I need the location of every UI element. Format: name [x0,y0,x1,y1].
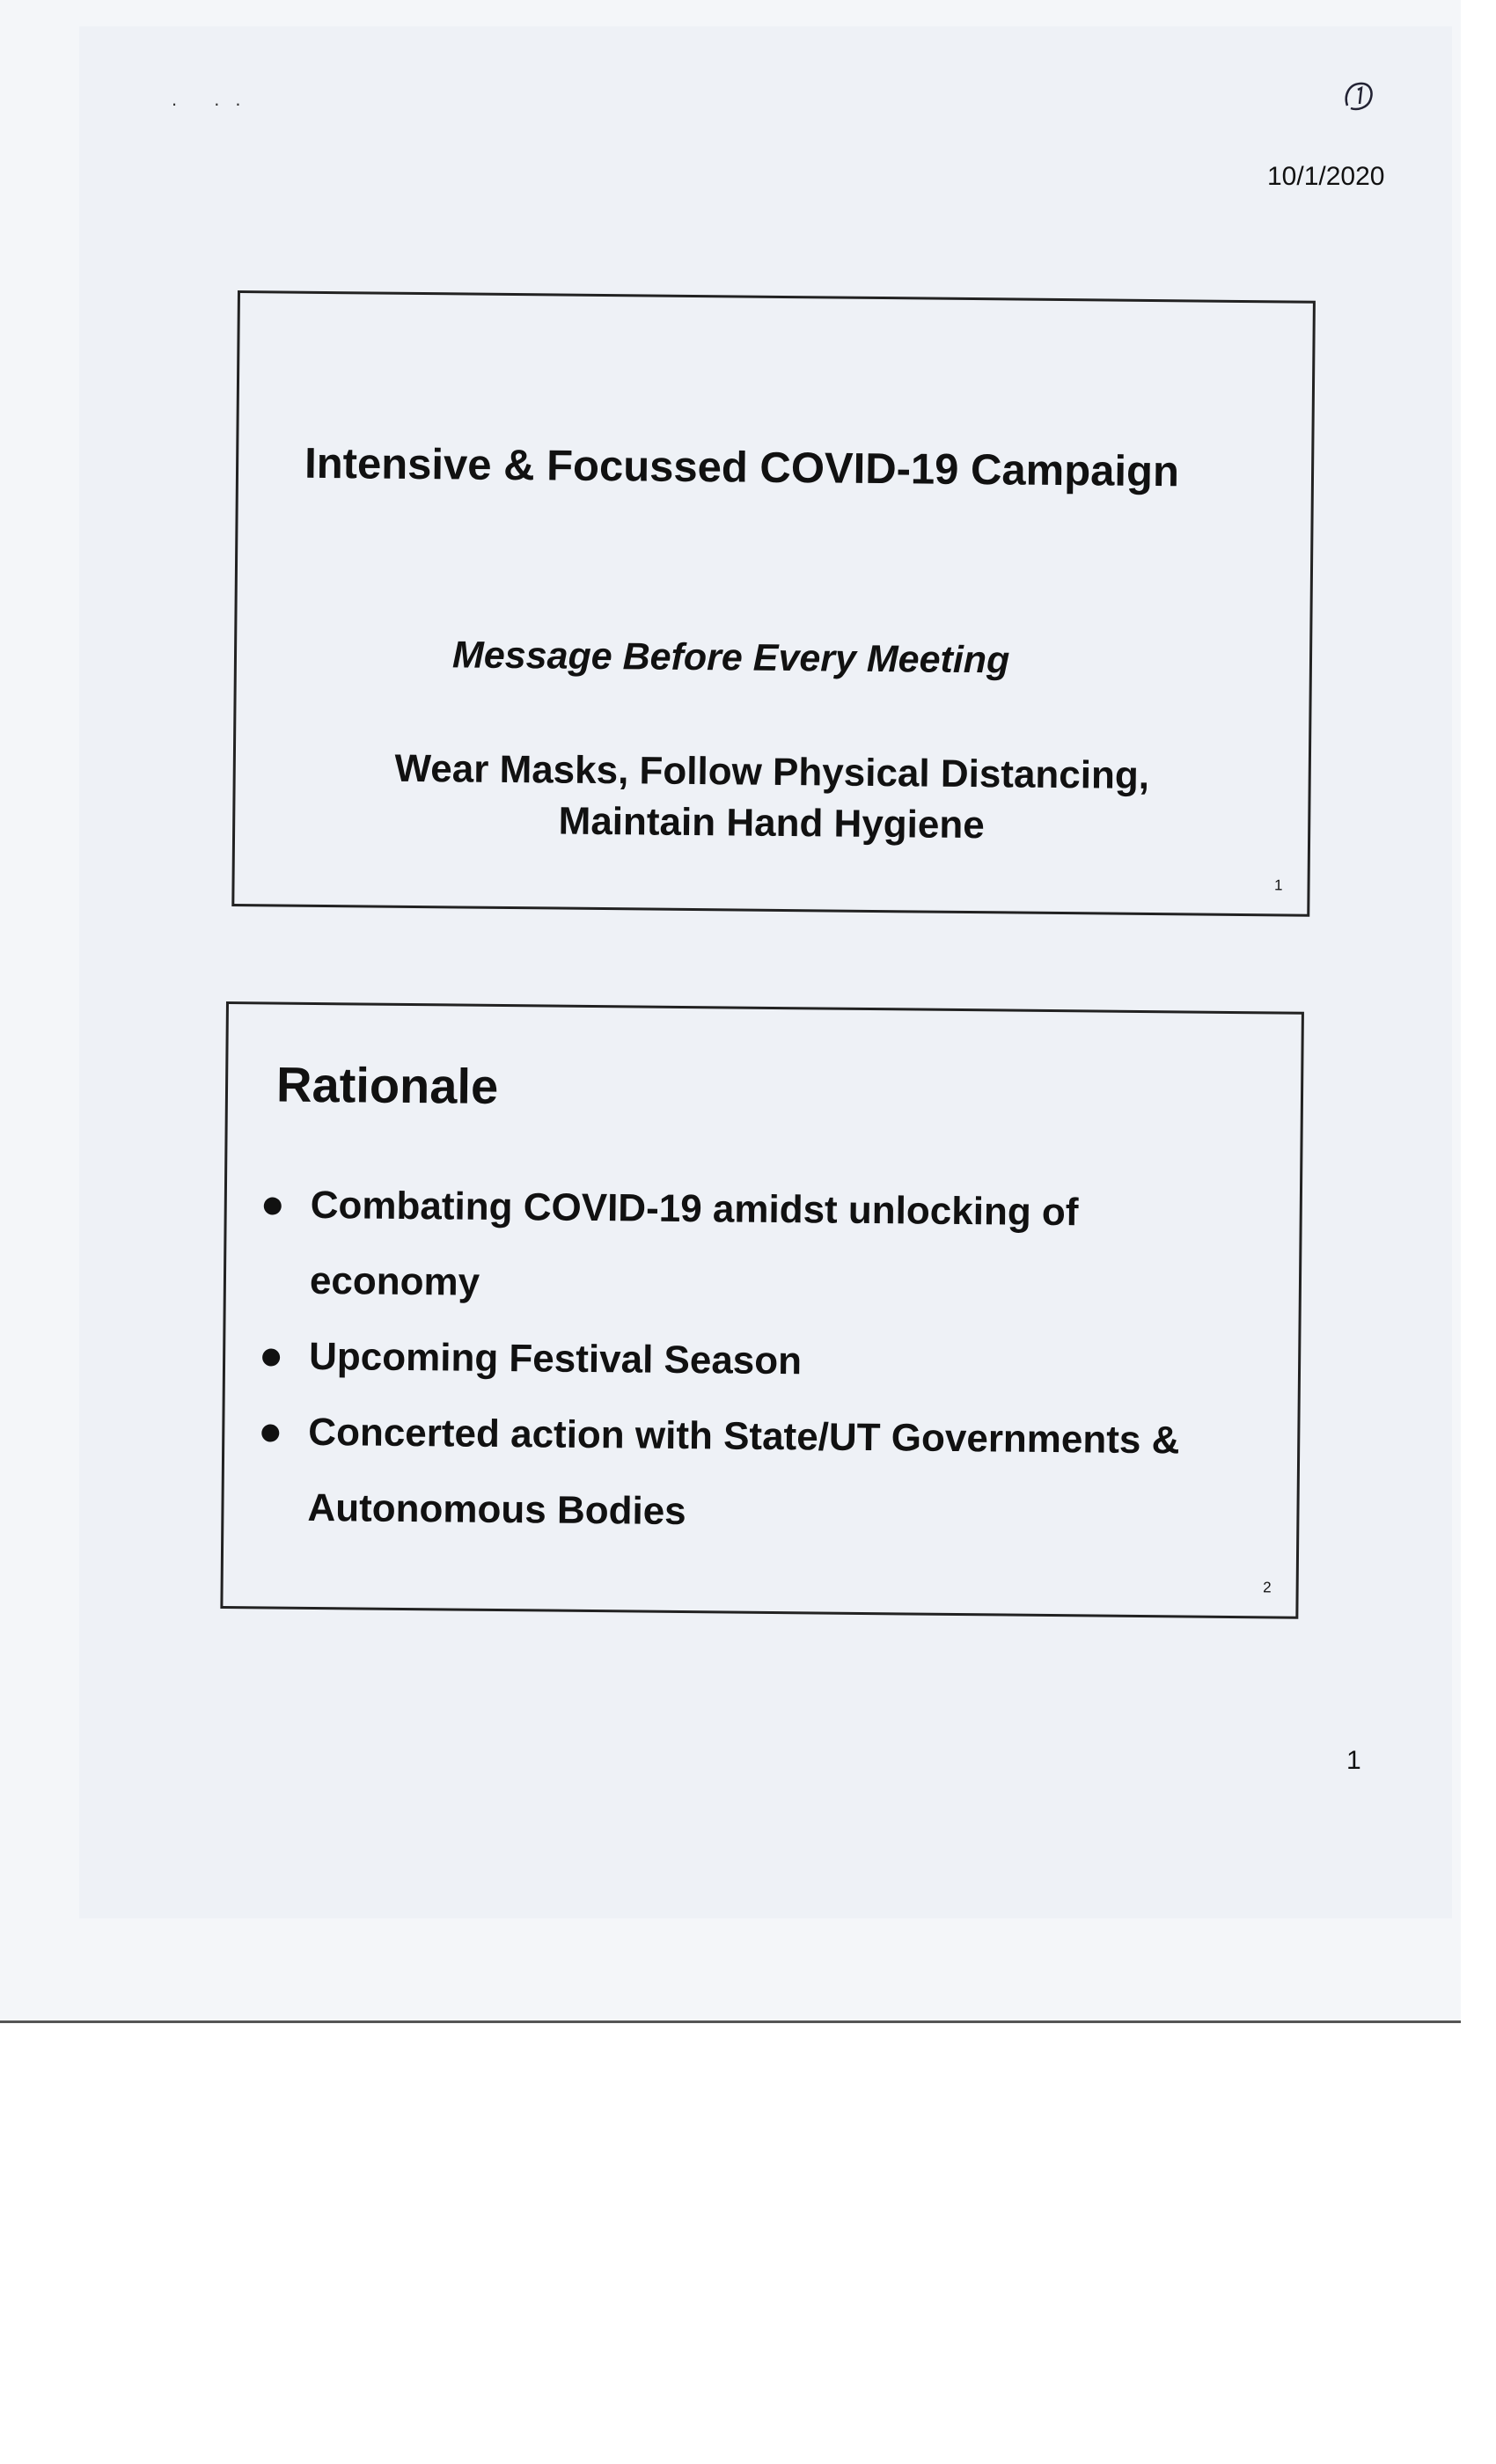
slide-2 [220,1001,1304,1619]
page-number: 1 [1346,1746,1361,1775]
bullet-text: Upcoming Festival Season [308,1334,803,1383]
slide-1-subtitle: Message Before Every Meeting [451,634,1010,682]
circled-one-handwritten-icon [1342,79,1377,114]
slide-1-number: 1 [1274,876,1283,894]
bullet-text: Combating COVID-19 amidst unlocking of economy [309,1183,1079,1304]
bullet-icon [262,1348,280,1366]
list-item [259,1394,1246,1555]
slide-1-title: Intensive & Focussed COVID-19 Campaign [304,439,1180,496]
slide-2-title: Rationale [275,1056,499,1114]
bullet-icon [261,1424,279,1441]
page-date: 10/1/2020 [1267,162,1385,191]
slide-1 [231,290,1316,917]
slide-1-message-line-1: Wear Masks, Follow Physical Distancing, [394,746,1150,797]
bullet-text: Concerted action with State/UT Governments & Autonomous Bodies [307,1410,1180,1534]
slide-2-number: 2 [1263,1579,1272,1596]
rationale-bullet-list [259,1167,1248,1555]
slide-1-message-line-2: Maintain Hand Hygiene [558,799,985,847]
list-item [261,1167,1249,1328]
slide-1-message [235,742,1309,854]
scan-marks: . .. [172,88,257,110]
list-item [260,1318,1247,1404]
bullet-icon [264,1197,282,1214]
